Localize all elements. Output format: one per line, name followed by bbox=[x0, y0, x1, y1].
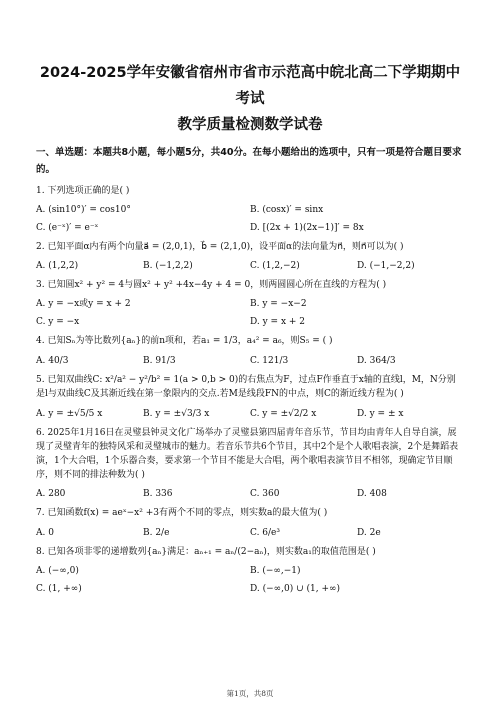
question-stem: 8. 已知各项非零的递增数列{aₙ}满足：aₙ₊₁ = aₙ/(2−aₙ)，则实数a₁的取值范围是( ) bbox=[36, 547, 376, 557]
question-options bbox=[36, 204, 464, 234]
question-8 bbox=[36, 545, 464, 595]
option-a: A. y = −x或y = x + 2 bbox=[36, 299, 131, 309]
page-footer: 第1页，共8页 bbox=[226, 689, 274, 698]
option-c: C. (1,2,−2) bbox=[250, 261, 300, 271]
option-d: D. [(2x + 1)(2x−1)]′ = 8x bbox=[250, 223, 364, 233]
option-a: A. 280 bbox=[36, 489, 66, 499]
option-a: A. (1,2,2) bbox=[36, 261, 79, 271]
question-stem: 1. 下列选项正确的是( ) bbox=[36, 186, 130, 196]
option-c: C. 360 bbox=[250, 489, 280, 499]
option-a: A. 40/3 bbox=[36, 356, 69, 366]
question-stem: 2. 已知平面α内有两个向量a⃗ = (2,0,1)，b⃗ = (2,1,0)，设平面α的法向量为n⃗，则n⃗可以为( ) bbox=[36, 242, 404, 252]
option-b: B. 2/e bbox=[143, 528, 170, 538]
option-c: C. (1, +∞) bbox=[36, 584, 82, 594]
option-b: B. (−1,2,2) bbox=[143, 261, 193, 271]
option-b: B. (cosx)′ = sinx bbox=[250, 205, 324, 215]
question-stem: 6. 2025年1月16日在灵璧县钟灵文化广场举办了灵璧县第四届青年音乐节，节目均由青年人自导自演，展现了灵璧青年的独特风采和灵璧城市的魅力。若音乐节共6个节目，其中2个是个人歌唱表演，2个是舞蹈表演，1个大合唱，1个乐器合奏，要求第一个节目不能是大合唱，两个歌唱表演节目不相邻，现确定节目顺序，则不同的排法种数为( ) bbox=[36, 428, 459, 480]
option-a: A. (sin10°)′ = cos10° bbox=[36, 205, 131, 215]
option-c: C. 121/3 bbox=[250, 356, 289, 366]
option-c: C. (e⁻ˣ)′ = e⁻ˣ bbox=[36, 223, 99, 233]
question-options bbox=[36, 527, 464, 539]
question-4 bbox=[36, 334, 464, 367]
option-b: B. (−∞,−1) bbox=[250, 566, 301, 576]
option-c: C. 6/e³ bbox=[250, 528, 280, 538]
option-d: D. (−∞,0) ∪ (1, +∞) bbox=[250, 584, 341, 594]
exam-title-line2: 教学质量检测数学试卷 bbox=[177, 117, 323, 133]
question-stem: 4. 已知Sₙ为等比数列{aₙ}的前n项和，若a₁ = 1/3，a₄² = a₆，则S₅ = ( ) bbox=[36, 336, 333, 346]
option-c: C. y = −x bbox=[36, 317, 80, 327]
question-stem: 3. 已知圆x² + y² = 4与圆x² + y² +4x−4y + 4 = 0，则两圆圆心所在直线的方程为( ) bbox=[36, 280, 387, 290]
option-d: D. 408 bbox=[357, 489, 387, 499]
option-b: B. y = −x−2 bbox=[250, 299, 307, 309]
question-stem: 7. 已知函数f(x) = aeˣ−x² +3有两个不同的零点，则实数a的最大值为( ) bbox=[36, 508, 328, 518]
option-d: D. y = ± x bbox=[357, 409, 404, 419]
section-heading: 一、单选题：本题共8小题，每小题5分，共40分。在每小题给出的选项中，只有一项是符合题目要求的。 bbox=[36, 147, 462, 175]
option-b: B. y = ±√3/3 x bbox=[143, 409, 210, 419]
option-a: A. (−∞,0) bbox=[36, 566, 79, 576]
question-stem: 5. 已知双曲线C: x²/a² − y²/b² = 1(a > 0,b > 0)的右焦点为F，过点F作垂直于x轴的直线l，M，N分别是l与双曲线C及其渐近线在第一象限内的交点.若M是线段FN的中点，则C的渐近线方程为( ) bbox=[36, 375, 456, 399]
option-d: D. 2e bbox=[357, 528, 381, 538]
question-6 bbox=[36, 426, 464, 500]
question-options bbox=[36, 408, 464, 420]
option-a: A. y = ±√5/5 x bbox=[36, 409, 103, 419]
question-options bbox=[36, 260, 464, 272]
question-7 bbox=[36, 506, 464, 539]
question-options bbox=[36, 355, 464, 367]
question-2 bbox=[36, 240, 464, 272]
question-3 bbox=[36, 278, 464, 328]
option-d: D. 364/3 bbox=[357, 356, 396, 366]
question-options bbox=[36, 565, 464, 595]
option-c: C. y = ±√2/2 x bbox=[250, 409, 317, 419]
question-5 bbox=[36, 373, 464, 420]
question-options bbox=[36, 488, 464, 500]
option-d: D. (−1,−2,2) bbox=[357, 261, 415, 271]
option-a: A. 0 bbox=[36, 528, 54, 538]
option-b: B. 91/3 bbox=[143, 356, 176, 366]
option-b: B. 336 bbox=[143, 489, 173, 499]
exam-title-line1: 2024-2025学年安徽省宿州市省市示范高中皖北高二下学期期中考试 bbox=[39, 65, 461, 107]
question-options bbox=[36, 298, 464, 328]
question-1 bbox=[36, 184, 464, 234]
option-d: D. y = x + 2 bbox=[250, 317, 306, 327]
